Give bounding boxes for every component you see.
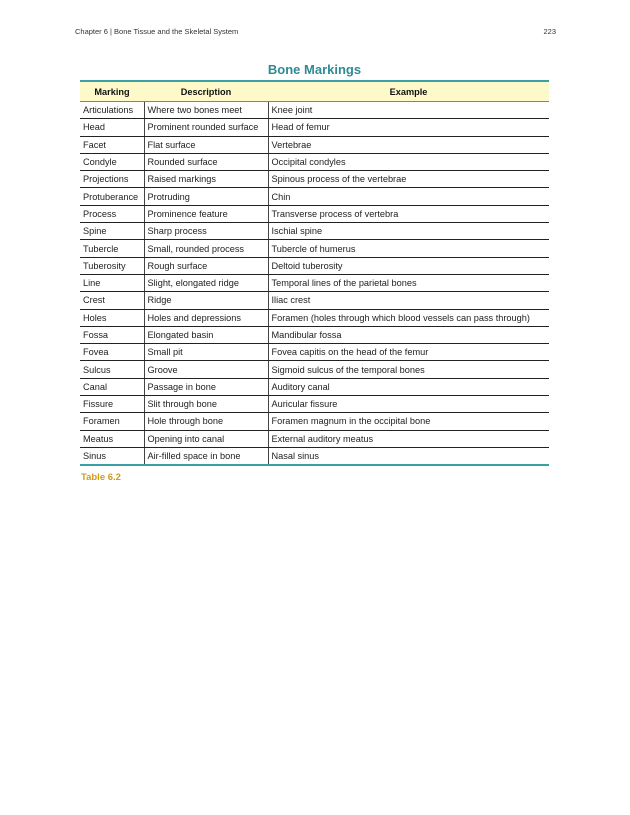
column-header-marking: Marking bbox=[80, 81, 144, 102]
marking-cell: Meatus bbox=[80, 430, 144, 447]
table-row bbox=[80, 102, 549, 119]
example-cell: Deltoid tuberosity bbox=[268, 257, 549, 274]
example-cell: Foramen (holes through which blood vessels can pass through) bbox=[268, 309, 549, 326]
example-cell: Fovea capitis on the head of the femur bbox=[268, 344, 549, 361]
chapter-title: Chapter 6 | Bone Tissue and the Skeletal System bbox=[75, 27, 239, 36]
marking-cell: Process bbox=[80, 205, 144, 222]
table-row bbox=[80, 171, 549, 188]
description-cell: Elongated basin bbox=[144, 326, 268, 343]
example-cell: Auditory canal bbox=[268, 378, 549, 395]
marking-cell: Line bbox=[80, 274, 144, 291]
table-row bbox=[80, 396, 549, 413]
description-cell: Prominent rounded surface bbox=[144, 119, 268, 136]
description-cell: Slight, elongated ridge bbox=[144, 274, 268, 291]
marking-cell: Articulations bbox=[80, 102, 144, 119]
marking-cell: Head bbox=[80, 119, 144, 136]
example-cell: Ischial spine bbox=[268, 223, 549, 240]
example-cell: Transverse process of vertebra bbox=[268, 205, 549, 222]
example-cell: Sigmoid sulcus of the temporal bones bbox=[268, 361, 549, 378]
description-cell: Raised markings bbox=[144, 171, 268, 188]
column-header-description: Description bbox=[144, 81, 268, 102]
example-cell: Spinous process of the vertebrae bbox=[268, 171, 549, 188]
table-header-row bbox=[80, 81, 549, 102]
description-cell: Prominence feature bbox=[144, 205, 268, 222]
marking-cell: Fovea bbox=[80, 344, 144, 361]
table-row bbox=[80, 257, 549, 274]
description-cell: Rounded surface bbox=[144, 153, 268, 170]
table-row bbox=[80, 344, 549, 361]
bone-markings-table bbox=[80, 80, 549, 466]
description-cell: Passage in bone bbox=[144, 378, 268, 395]
table-body bbox=[80, 102, 549, 466]
table-row bbox=[80, 153, 549, 170]
example-cell: Vertebrae bbox=[268, 136, 549, 153]
description-cell: Small, rounded process bbox=[144, 240, 268, 257]
description-cell: Air-filled space in bone bbox=[144, 447, 268, 465]
marking-cell: Protuberance bbox=[80, 188, 144, 205]
example-cell: External auditory meatus bbox=[268, 430, 549, 447]
description-cell: Slit through bone bbox=[144, 396, 268, 413]
table-row bbox=[80, 119, 549, 136]
table-row bbox=[80, 378, 549, 395]
example-cell: Head of femur bbox=[268, 119, 549, 136]
table-row bbox=[80, 205, 549, 222]
description-cell: Holes and depressions bbox=[144, 309, 268, 326]
marking-cell: Sulcus bbox=[80, 361, 144, 378]
table-row bbox=[80, 136, 549, 153]
table-row bbox=[80, 361, 549, 378]
marking-cell: Tuberosity bbox=[80, 257, 144, 274]
description-cell: Opening into canal bbox=[144, 430, 268, 447]
table-row bbox=[80, 188, 549, 205]
description-cell: Small pit bbox=[144, 344, 268, 361]
example-cell: Tubercle of humerus bbox=[268, 240, 549, 257]
example-cell: Auricular fissure bbox=[268, 396, 549, 413]
table-row bbox=[80, 430, 549, 447]
example-cell: Chin bbox=[268, 188, 549, 205]
description-cell: Where two bones meet bbox=[144, 102, 268, 119]
running-header bbox=[75, 27, 556, 39]
marking-cell: Crest bbox=[80, 292, 144, 309]
table-caption: Table 6.2 bbox=[81, 472, 121, 483]
marking-cell: Canal bbox=[80, 378, 144, 395]
example-cell: Iliac crest bbox=[268, 292, 549, 309]
marking-cell: Tubercle bbox=[80, 240, 144, 257]
description-cell: Hole through bone bbox=[144, 413, 268, 430]
marking-cell: Fossa bbox=[80, 326, 144, 343]
description-cell: Ridge bbox=[144, 292, 268, 309]
table-row bbox=[80, 447, 549, 465]
table-row bbox=[80, 326, 549, 343]
column-header-example: Example bbox=[268, 81, 549, 102]
marking-cell: Sinus bbox=[83, 451, 106, 462]
example-cell: Temporal lines of the parietal bones bbox=[268, 274, 549, 291]
table-row bbox=[80, 292, 549, 309]
table-row bbox=[80, 240, 549, 257]
description-cell: Protruding bbox=[144, 188, 268, 205]
description-cell: Groove bbox=[144, 361, 268, 378]
marking-cell: Foramen bbox=[80, 413, 144, 430]
page-number: 223 bbox=[543, 27, 556, 36]
marking-cell: Holes bbox=[80, 309, 144, 326]
marking-cell: Spine bbox=[80, 223, 144, 240]
table-row bbox=[80, 274, 549, 291]
example-cell: Occipital condyles bbox=[268, 153, 549, 170]
example-cell: Foramen magnum in the occipital bone bbox=[268, 413, 549, 430]
marking-cell: Projections bbox=[80, 171, 144, 188]
table-title: Bone Markings bbox=[267, 62, 362, 77]
example-cell: Mandibular fossa bbox=[268, 326, 549, 343]
example-cell: Knee joint bbox=[268, 102, 549, 119]
description-cell: Sharp process bbox=[144, 223, 268, 240]
description-cell: Rough surface bbox=[144, 257, 268, 274]
marking-cell: Condyle bbox=[80, 153, 144, 170]
marking-cell: Fissure bbox=[80, 396, 144, 413]
table-row bbox=[80, 223, 549, 240]
table-row bbox=[80, 309, 549, 326]
description-cell: Flat surface bbox=[144, 136, 268, 153]
table-row bbox=[80, 413, 549, 430]
marking-cell: Facet bbox=[80, 136, 144, 153]
example-cell: Nasal sinus bbox=[268, 447, 549, 465]
